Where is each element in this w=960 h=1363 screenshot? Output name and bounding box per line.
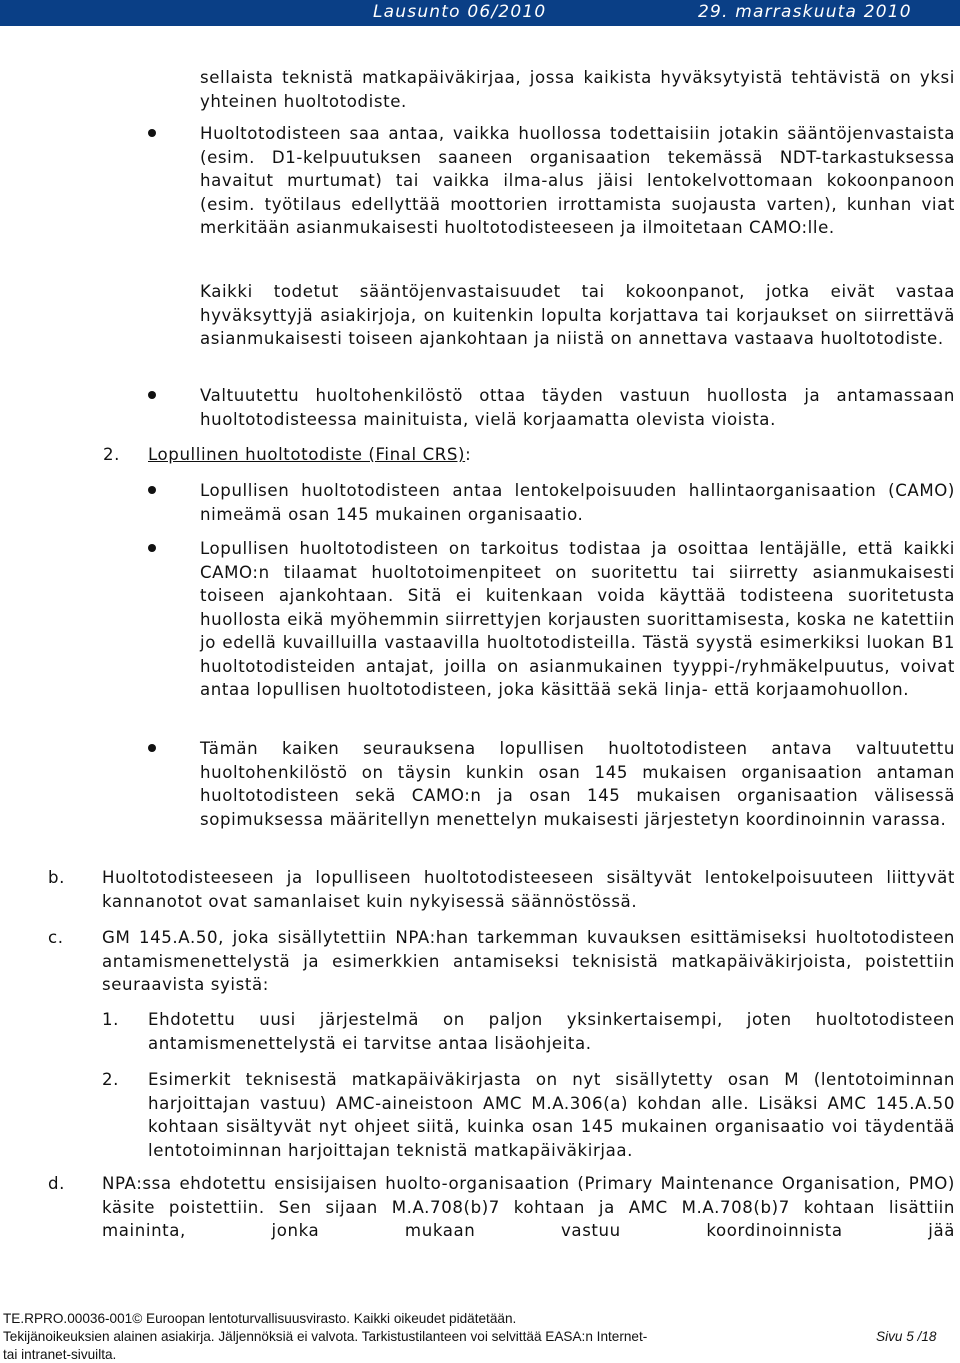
bullet-continuation: Kaikki todetut sääntöjenvastaisuudet tai kokoonpanot, jotka eivät vastaa hyväksyttyjä asiakirjoja, on kuitenkin lopulta korjattava tai korjaukset on siirrettävä asianmukaisesti toiseen ajankohtaan ja niistä on annettava vastaava huoltotodiste. xyxy=(200,282,955,348)
sub-item-paragraph: Ehdotettu uusi järjestelmä on paljon yksinkertaisempi, joten huoltotodisteen antamismenettelystä ei tarvitse antaa lisäohjeita. xyxy=(148,1010,955,1053)
intro-paragraph: sellaista teknistä matkapäiväkirjaa, jossa kaikista hyväksytyistä tehtävistä on yksi yhteinen huoltotodiste. xyxy=(200,68,955,111)
section-heading-colon: : xyxy=(465,445,472,464)
bullet-icon xyxy=(148,486,156,494)
list-number: 2. xyxy=(103,445,121,464)
list-number: 2. xyxy=(102,1070,120,1089)
bullet-paragraph: Huoltotodisteen saa antaa, vaikka huollossa todettaisiin jotakin sääntöjenvastaista (esim. D1-kelpuutuksen saaneen organisaation tekemässä NDT-tarkastuksessa havaitut murtumat) tai vaikka ilma-alus jäisi lentokelvottomaan kokoonpanoon (esim. työtilaus edellyttää moottorien irrottamista suojausta varten), kunhan viat merkitään asianmukaisesti huoltotodisteeseen ja ilmoitetaan CAMO:lle. xyxy=(200,124,955,237)
bullet-paragraph: Lopullisen huoltotodisteen on tarkoitus todistaa ja osoittaa lentäjälle, että kaikki CAMO:n tilaamat huoltotoimenpiteet on suoritettu tai siirretty asianmukaisesti toiseen ajankohtaan. Sitä ei kuitenkaan voida käyttää todisteena suoritetusta huollosta eikä myöhemmin siirrettyjen korjausten suorittamisesta, koska ne katettiin jo edellä kuvailluilla vastaavilla huoltotodisteilla. Tästä syystä esimerkiksi luokan B1 huoltotodisteiden antajat, joilla on asianmukainen tyyppi-/ryhmäkelpuutus, voivat antaa lopullisen huoltotodisteen, joka käsittää sekä linja- että korjaamohuollon. xyxy=(200,539,955,699)
document-date: 29. marraskuuta 2010 xyxy=(698,2,912,22)
bullet-paragraph: Tämän kaiken seurauksena lopullisen huoltotodisteen antava valtuutettu huoltohenkilöstö on täysin kunkin osan 145 mukaisen organisaation antaman huoltotodisteen sekä CAMO:n ja osan 145 mukaisen organisaation välisessä sopimuksessa määritellyn menettelyn mukaisesti järjestetyn koordinoinnin varassa. xyxy=(200,739,955,829)
bullet-icon xyxy=(148,544,156,552)
section-heading-title: Lopullinen huoltotodiste (Final CRS) xyxy=(148,445,466,464)
bullet-icon xyxy=(148,129,156,137)
list-number: 1. xyxy=(102,1010,120,1029)
bullet-paragraph: Valtuutettu huoltohenkilöstö ottaa täyden vastuun huollosta ja antamassaan huoltotodisteessa mainituista, vielä korjaamatta olevista vioista. xyxy=(200,386,955,429)
sub-item-paragraph: Esimerkit teknisestä matkapäiväkirjasta on nyt sisällytetty osan M (lentotoiminnan harjoittajan vastuu) AMC-aineistoon AMC M.A.306(a) kohdan alle. Lisäksi AMC 145.A.50 kohtaan sisältyvät nyt ohjeet siitä, kuinka osan 145 mukainen organisaatio voi täydentää lentotoiminnan harjoittajan teknistä matkapäiväkirjaa. xyxy=(148,1070,955,1160)
item-d-paragraph: NPA:ssa ehdotettu ensisijaisen huolto-organisaation (Primary Maintenance Organisation, PMO) käsite poistettiin. Sen sijaan M.A.708(b)7 kohtaan ja AMC M.A.708(b)7 kohtaan lisättiin maininta, jonka mukaan vastuu koordinoinnista jää xyxy=(102,1174,955,1240)
footer-notice: Tekijänoikeuksien alainen asiakirja. Jäljennöksiä ei valvota. Tarkistustilanteen voi selvittää EASA:n Internet- xyxy=(3,1329,648,1344)
list-letter: c. xyxy=(48,928,64,947)
footer-copyright: TE.RPRO.00036-001© Euroopan lentoturvallisuusvirasto. Kaikki oikeudet pidätetään. xyxy=(3,1311,517,1326)
bullet-paragraph: Lopullisen huoltotodisteen antaa lentokelpoisuuden hallintaorganisaation (CAMO) nimeämä osan 145 mukainen organisaatio. xyxy=(200,481,955,524)
list-letter: d. xyxy=(48,1174,66,1193)
bullet-icon xyxy=(148,391,156,399)
document-title: Lausunto 06/2010 xyxy=(373,2,547,22)
section-heading xyxy=(148,443,471,467)
bullet-icon xyxy=(148,744,156,752)
page-number: Sivu 5 /18 xyxy=(876,1329,937,1344)
item-b-paragraph: Huoltotodisteeseen ja lopulliseen huoltotodisteeseen sisältyvät lentokelpoisuuteen liittyvät kannanotot ovat samanlaiset kuin nykyisessä säännöstössä. xyxy=(102,868,955,911)
item-c-paragraph: GM 145.A.50, joka sisällytettiin NPA:han tarkemman kuvauksen esittämiseksi huoltotodisteen antamismenettelystä ja esimerkkien antamiseksi teknisistä matkapäiväkirjoista, poistettiin seuraavista syistä: xyxy=(102,928,955,994)
list-letter: b. xyxy=(48,868,66,887)
footer-notice-cont: tai intranet-sivuilta. xyxy=(3,1347,117,1362)
